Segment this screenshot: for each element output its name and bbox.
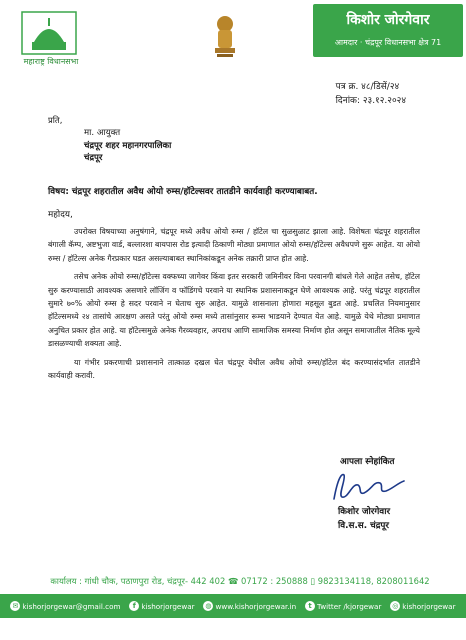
letter-date: दिनांक: २३.१२.२०२४ — [335, 96, 406, 106]
letter-meta — [336, 80, 406, 108]
assembly-caption: महाराष्ट्र विधानसभा — [23, 57, 79, 66]
recipient-prefix: प्रति, — [48, 115, 63, 125]
contact-bar — [0, 594, 466, 618]
website-text: www.kishorjorgewar.in — [215, 601, 297, 611]
twitter-contact[interactable] — [305, 601, 381, 611]
subject-line: विषय: चंद्रपूर शहरातील अवैध ओयो रुम्स/हॉटेल्सवर तातडीने कार्यवाही करण्याबाबत. — [48, 187, 318, 197]
letter-reference: पत्र क्र. ४८/डिसें/२४ — [335, 82, 400, 92]
globe-icon: ◍ — [205, 602, 212, 610]
body-paragraph-3: या गंभीर प्रकरणाची प्रशासनाने तात्काळ दखल घेत चंद्रपूर येथील अवैध ओयो रुम्स/हॉटेल बंद करण्यासंदर्भात तातडीने कार्यवाही करावी. — [48, 357, 420, 381]
twitter-text: Twitter /kjorgewar — [317, 601, 382, 611]
email-text: kishorjorgewar@gmail.com — [22, 601, 121, 611]
email-contact[interactable] — [10, 601, 120, 611]
mla-name: किशोर जोरगेवार — [346, 12, 430, 28]
mla-name-box — [313, 4, 463, 57]
instagram-icon: ◎ — [392, 602, 399, 610]
signatory-place: वि.स.स. चंद्रपूर — [338, 521, 390, 531]
office-address: कार्यालय : गांधी चौक, पठाणपुरा रोड, चंद्रपूर- 442 402 ☎ 07172 : 250888 ▯ 9823134118, 8208011642 — [50, 576, 430, 586]
closing-line: आपला स्नेहांकित — [340, 457, 395, 467]
ashoka-emblem — [212, 14, 238, 60]
recipient-line-1: मा. आयुक्त — [84, 128, 121, 138]
recipient-address — [84, 127, 171, 165]
letterhead — [0, 0, 466, 75]
facebook-text: kishorjorgewar — [141, 601, 195, 611]
body-paragraph-2: तसेच अनेक ओयो रुम्स/हॉटेल्स वक्फच्या जागेवर किंवा इतर सरकारी जमिनीवर विना परवानगी बांधले गेले आहेत तसेच, हॉटेल सुरु करण्यासाठी आवश्यक असणारे लॉजिंग व फॉडिंगचे परवाने या स्थानिक प्रशासनाकडून घेणे आवश्यक आहे. परंतु चंद्रपूर शहरातील सुमारे ७०% ओयो रुम्स हे सदर परवाने न घेताच सुरु आहेत. यामुळे शासनाला होणारा महसूल बुडत आहे. प्रचलित नियमानुसार हॉटेल्समध्ये २४ तासांचे आरक्षण असते परंतु ओयो रुम्स मध्ये तासांनुसार रूम्स भाडयाने देण्यात येत आहे. यामुळे येथे मोठ्या प्रमाणात अनुचित प्रकार होत आहे. या हॉटेल्समुळे अनेक गैरव्यवहार, अपराध आणि सामाजिक समस्या निर्माण होत असून समाजातील नैतिक मूल्ये डासळण्याची शक्यता आहे. — [48, 272, 420, 349]
facebook-icon: f — [129, 601, 139, 611]
instagram-contact[interactable] — [390, 601, 455, 611]
mail-icon: ✉ — [10, 601, 20, 611]
mla-role: आमदार · चंद्रपूर विधानसभा क्षेत्र 71 — [334, 38, 442, 47]
handwritten-signature — [328, 469, 408, 505]
salutation: महोदय, — [48, 210, 73, 220]
body-paragraph-1: उपरोक्त विषयाच्या अनुषंगाने, चंद्रपूर मध्ये अवैध ओयो रुम्स / हॉटेल चा सुळसुळाट झाला आहे. विशेषतः चंद्रपूर शहरातील बंगाली कॅम्प, अष्टभुजा वार्ड, बल्लारशा बायपास रोड इत्यादी ठिकाणी मोठ्या प्रमाणात ओयो रुम्स/हॉटेल्स अवैधपणे सुरू आहेत. या ओयो रुम्स / हॉटेल्स अनेक गैरप्रकार घडत असल्याबाबत स्थानिकांकडून अनेक तक्रारी प्राप्त होत आहे. — [48, 227, 420, 263]
signatory-name: किशोर जोरगेवार — [338, 507, 391, 517]
recipient-line-3: चंद्रपूर — [84, 153, 103, 163]
instagram-text: kishorjorgewar — [402, 601, 456, 611]
letter-body — [48, 225, 420, 387]
website-contact[interactable] — [203, 601, 296, 611]
recipient-line-2: चंद्रपूर शहर महानगरपालिका — [84, 140, 172, 151]
twitter-icon: t — [305, 601, 315, 611]
facebook-contact[interactable] — [129, 601, 194, 611]
